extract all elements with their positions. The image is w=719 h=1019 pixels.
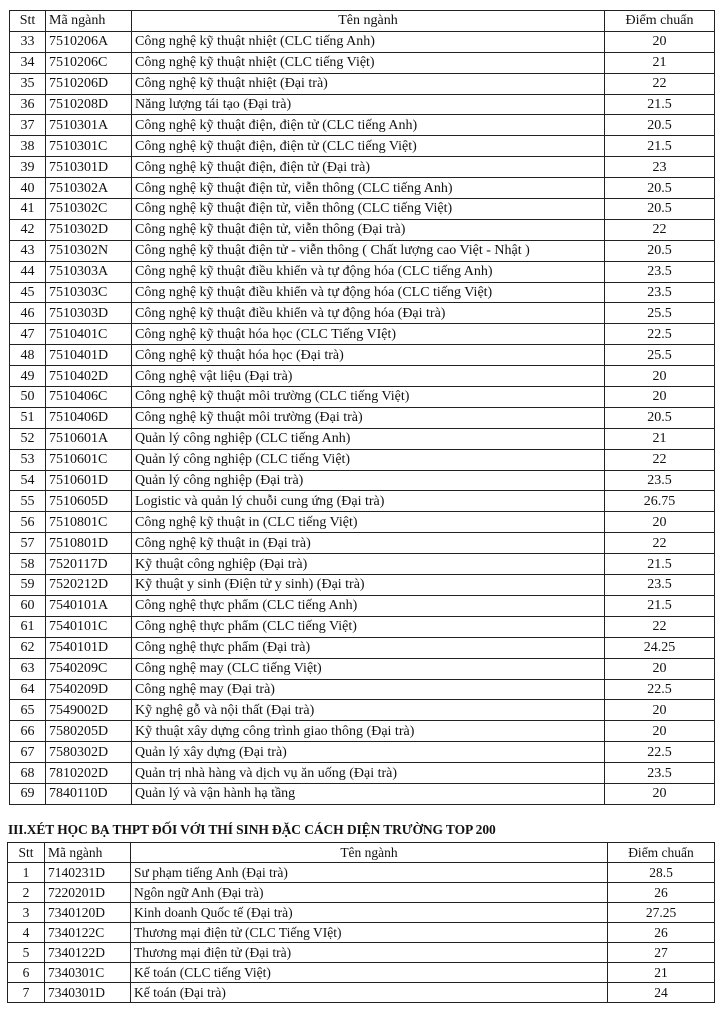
row-stt: 47: [10, 324, 46, 345]
row-stt: 51: [10, 407, 46, 428]
table-row: [10, 73, 715, 94]
row-name: Kỹ thuật xây dựng công trình giao thông (Đại trà): [132, 721, 605, 742]
row-score: 21: [608, 963, 715, 983]
row-stt: 7: [8, 983, 45, 1003]
table-row: [10, 345, 715, 366]
table-row: [10, 366, 715, 387]
row-score: 21.5: [605, 554, 715, 575]
row-name: Công nghệ kỹ thuật nhiệt (Đại trà): [132, 73, 605, 94]
row-code: 7520117D: [46, 554, 132, 575]
row-stt: 55: [10, 491, 46, 512]
row-stt: 41: [10, 199, 46, 220]
row-stt: 2: [8, 883, 45, 903]
row-stt: 69: [10, 783, 46, 804]
header-code: Mã ngành: [46, 11, 132, 32]
row-code: 7510301D: [46, 157, 132, 178]
row-stt: 66: [10, 721, 46, 742]
row-code: 7580205D: [46, 721, 132, 742]
row-code: 7520212D: [46, 575, 132, 596]
table-row: [10, 52, 715, 73]
row-code: 7510302D: [46, 219, 132, 240]
row-code: 7510401C: [46, 324, 132, 345]
table-row: [10, 282, 715, 303]
row-stt: 34: [10, 52, 46, 73]
row-name: Quản trị nhà hàng và dịch vụ ăn uống (Đại trà): [132, 763, 605, 784]
row-stt: 46: [10, 303, 46, 324]
row-stt: 1: [8, 863, 45, 883]
table-row: [8, 863, 715, 883]
table-row: [8, 943, 715, 963]
table-row: [10, 115, 715, 136]
row-code: 7549002D: [46, 700, 132, 721]
row-score: 22: [605, 73, 715, 94]
row-stt: 65: [10, 700, 46, 721]
row-code: 7510801C: [46, 512, 132, 533]
row-name: Quản lý công nghiệp (CLC tiếng Anh): [132, 428, 605, 449]
table-row: [10, 407, 715, 428]
row-code: 7510605D: [46, 491, 132, 512]
row-code: 7540209C: [46, 658, 132, 679]
row-name: Ngôn ngữ Anh (Đại trà): [131, 883, 608, 903]
row-name: Công nghệ thực phẩm (CLC tiếng Anh): [132, 595, 605, 616]
row-code: 7510302A: [46, 178, 132, 199]
row-name: Công nghệ thực phẩm (CLC tiếng Việt): [132, 616, 605, 637]
row-score: 21.5: [605, 595, 715, 616]
row-stt: 44: [10, 261, 46, 282]
row-name: Công nghệ kỹ thuật môi trường (CLC tiếng Việt): [132, 387, 605, 408]
row-code: 7510206A: [46, 31, 132, 52]
top200-scores-table: [7, 842, 715, 1003]
row-code: 7510401D: [46, 345, 132, 366]
table-row: [10, 554, 715, 575]
row-score: 22: [605, 449, 715, 470]
row-score: 20: [605, 387, 715, 408]
row-score: 20.5: [605, 115, 715, 136]
header-score: Điểm chuẩn: [605, 11, 715, 32]
table-row: [8, 983, 715, 1003]
row-name: Quản lý công nghiệp (Đại trà): [132, 470, 605, 491]
row-code: 7580302D: [46, 742, 132, 763]
row-stt: 59: [10, 575, 46, 596]
row-stt: 3: [8, 903, 45, 923]
row-stt: 54: [10, 470, 46, 491]
row-stt: 49: [10, 366, 46, 387]
row-stt: 52: [10, 428, 46, 449]
row-score: 22: [605, 219, 715, 240]
row-code: 7340301D: [45, 983, 131, 1003]
row-stt: 4: [8, 923, 45, 943]
row-score: 24: [608, 983, 715, 1003]
table-row: [10, 679, 715, 700]
table-row: [10, 449, 715, 470]
row-name: Kỹ thuật công nghiệp (Đại trà): [132, 554, 605, 575]
row-name: Công nghệ kỹ thuật điều khiển và tự động hóa (CLC tiếng Anh): [132, 261, 605, 282]
table-row: [8, 923, 715, 943]
row-stt: 63: [10, 658, 46, 679]
row-score: 22: [605, 533, 715, 554]
row-code: 7510302N: [46, 240, 132, 261]
row-name: Công nghệ kỹ thuật điện, điện tử (CLC tiếng Anh): [132, 115, 605, 136]
row-stt: 68: [10, 763, 46, 784]
row-stt: 45: [10, 282, 46, 303]
row-name: Công nghệ kỹ thuật nhiệt (CLC tiếng Việt): [132, 52, 605, 73]
table-row: [8, 883, 715, 903]
row-score: 27: [608, 943, 715, 963]
header-stt: Stt: [8, 843, 45, 863]
header-name: Tên ngành: [132, 11, 605, 32]
row-code: 7810202D: [46, 763, 132, 784]
row-code: 7510601D: [46, 470, 132, 491]
section-title: III.XÉT HỌC BẠ THPT ĐỐI VỚI THÍ SINH ĐẶC CÁCH DIỆN TRƯỜNG TOP 200: [8, 822, 496, 837]
row-stt: 67: [10, 742, 46, 763]
row-code: 7510303D: [46, 303, 132, 324]
row-name: Thương mại điện tử (Đại trà): [131, 943, 608, 963]
row-name: Kỹ nghệ gỗ và nội thất (Đại trà): [132, 700, 605, 721]
table-row: [10, 136, 715, 157]
row-score: 23.5: [605, 282, 715, 303]
row-score: 27.25: [608, 903, 715, 923]
row-score: 21: [605, 52, 715, 73]
row-score: 23.5: [605, 470, 715, 491]
row-code: 7340122D: [45, 943, 131, 963]
row-name: Thương mại điện tử (CLC Tiếng VIệt): [131, 923, 608, 943]
row-score: 20: [605, 31, 715, 52]
table-row: [10, 658, 715, 679]
row-score: 25.5: [605, 303, 715, 324]
row-score: 20.5: [605, 407, 715, 428]
row-code: 7510406C: [46, 387, 132, 408]
row-stt: 42: [10, 219, 46, 240]
row-score: 20: [605, 700, 715, 721]
row-score: 20.5: [605, 199, 715, 220]
row-stt: 57: [10, 533, 46, 554]
table-row: [10, 721, 715, 742]
row-stt: 60: [10, 595, 46, 616]
table-row: [10, 240, 715, 261]
row-stt: 43: [10, 240, 46, 261]
row-name: Công nghệ kỹ thuật điện tử, viễn thông (Đại trà): [132, 219, 605, 240]
row-code: 7510801D: [46, 533, 132, 554]
row-name: Công nghệ kỹ thuật điện tử, viễn thông (CLC tiếng Việt): [132, 199, 605, 220]
row-name: Công nghệ kỹ thuật hóa học (Đại trà): [132, 345, 605, 366]
row-score: 20: [605, 366, 715, 387]
row-score: 22.5: [605, 742, 715, 763]
row-stt: 62: [10, 637, 46, 658]
table-row: [10, 575, 715, 596]
row-score: 20: [605, 783, 715, 804]
row-code: 7510303A: [46, 261, 132, 282]
row-code: 7510206C: [46, 52, 132, 73]
table-row: [10, 303, 715, 324]
row-name: Công nghệ kỹ thuật điện tử, viễn thông (CLC tiếng Anh): [132, 178, 605, 199]
table-row: [10, 94, 715, 115]
row-name: Kỹ thuật y sinh (Điện tử y sinh) (Đại trà): [132, 575, 605, 596]
row-stt: 36: [10, 94, 46, 115]
row-score: 21.5: [605, 136, 715, 157]
table-row: [10, 491, 715, 512]
table-row: [10, 261, 715, 282]
row-name: Công nghệ kỹ thuật môi trường (Đại trà): [132, 407, 605, 428]
row-name: Quản lý và vận hành hạ tầng: [132, 783, 605, 804]
row-score: 21.5: [605, 94, 715, 115]
table-header-row: [10, 11, 715, 32]
row-name: Kinh doanh Quốc tế (Đại trà): [131, 903, 608, 923]
row-name: Công nghệ thực phẩm (Đại trà): [132, 637, 605, 658]
row-name: Công nghệ kỹ thuật in (Đại trà): [132, 533, 605, 554]
row-name: Công nghệ kỹ thuật điện, điện tử (Đại trà): [132, 157, 605, 178]
row-stt: 48: [10, 345, 46, 366]
row-stt: 61: [10, 616, 46, 637]
table-row: [10, 742, 715, 763]
row-stt: 40: [10, 178, 46, 199]
row-stt: 35: [10, 73, 46, 94]
row-name: Kế toán (CLC tiếng Việt): [131, 963, 608, 983]
table-row: [10, 783, 715, 804]
row-score: 26: [608, 883, 715, 903]
row-score: 23.5: [605, 261, 715, 282]
row-stt: 38: [10, 136, 46, 157]
row-name: Công nghệ may (CLC tiếng Việt): [132, 658, 605, 679]
row-stt: 39: [10, 157, 46, 178]
admission-scores-table: [9, 10, 715, 805]
row-stt: 56: [10, 512, 46, 533]
table-row: [8, 903, 715, 923]
row-code: 7510302C: [46, 199, 132, 220]
row-score: 23: [605, 157, 715, 178]
row-name: Công nghệ kỹ thuật điều khiển và tự động hóa (CLC tiếng Việt): [132, 282, 605, 303]
row-code: 7540101D: [46, 637, 132, 658]
row-score: 23.5: [605, 575, 715, 596]
table-row: [10, 533, 715, 554]
row-score: 20.5: [605, 240, 715, 261]
row-score: 20.5: [605, 178, 715, 199]
row-code: 7510301A: [46, 115, 132, 136]
table-row: [8, 963, 715, 983]
header-stt: Stt: [10, 11, 46, 32]
row-code: 7340120D: [45, 903, 131, 923]
row-score: 23.5: [605, 763, 715, 784]
row-code: 7510406D: [46, 407, 132, 428]
row-stt: 33: [10, 31, 46, 52]
table-body: [8, 863, 715, 1003]
row-score: 28.5: [608, 863, 715, 883]
row-name: Năng lượng tái tạo (Đại trà): [132, 94, 605, 115]
row-stt: 5: [8, 943, 45, 963]
table-row: [10, 387, 715, 408]
table-row: [10, 219, 715, 240]
row-name: Công nghệ may (Đại trà): [132, 679, 605, 700]
row-stt: 50: [10, 387, 46, 408]
row-score: 22.5: [605, 679, 715, 700]
row-name: Công nghệ kỹ thuật điều khiển và tự động hóa (Đại trà): [132, 303, 605, 324]
table-row: [10, 700, 715, 721]
row-code: 7340301C: [45, 963, 131, 983]
table-row: [10, 324, 715, 345]
row-name: Công nghệ kỹ thuật in (CLC tiếng Việt): [132, 512, 605, 533]
table-row: [10, 595, 715, 616]
table-header-row: [8, 843, 715, 863]
row-name: Logistic và quản lý chuỗi cung ứng (Đại trà): [132, 491, 605, 512]
row-code: 7510206D: [46, 73, 132, 94]
table-row: [10, 178, 715, 199]
row-score: 22: [605, 616, 715, 637]
table-row: [10, 157, 715, 178]
row-name: Công nghệ vật liệu (Đại trà): [132, 366, 605, 387]
row-name: Công nghệ kỹ thuật hóa học (CLC Tiếng VIệt): [132, 324, 605, 345]
row-score: 20: [605, 721, 715, 742]
table-row: [10, 199, 715, 220]
row-name: Kế toán (Đại trà): [131, 983, 608, 1003]
row-name: Công nghệ kỹ thuật điện tử - viễn thông ( Chất lượng cao Việt - Nhật ): [132, 240, 605, 261]
row-score: 25.5: [605, 345, 715, 366]
table-row: [10, 512, 715, 533]
row-code: 7510208D: [46, 94, 132, 115]
table-row: [10, 470, 715, 491]
row-name: Công nghệ kỹ thuật nhiệt (CLC tiếng Anh): [132, 31, 605, 52]
row-name: Sư phạm tiếng Anh (Đại trà): [131, 863, 608, 883]
row-code: 7140231D: [45, 863, 131, 883]
row-score: 20: [605, 512, 715, 533]
row-score: 21: [605, 428, 715, 449]
row-stt: 37: [10, 115, 46, 136]
row-stt: 53: [10, 449, 46, 470]
row-code: 7510402D: [46, 366, 132, 387]
row-code: 7540101C: [46, 616, 132, 637]
table-row: [10, 428, 715, 449]
row-score: 22.5: [605, 324, 715, 345]
row-code: 7220201D: [45, 883, 131, 903]
table-row: [10, 637, 715, 658]
row-score: 26.75: [605, 491, 715, 512]
table-body: [10, 31, 715, 804]
row-score: 20: [605, 658, 715, 679]
row-stt: 58: [10, 554, 46, 575]
row-name: Quản lý công nghiệp (CLC tiếng Việt): [132, 449, 605, 470]
row-name: Công nghệ kỹ thuật điện, điện tử (CLC tiếng Việt): [132, 136, 605, 157]
row-stt: 6: [8, 963, 45, 983]
row-code: 7510601C: [46, 449, 132, 470]
row-code: 7540101A: [46, 595, 132, 616]
row-code: 7510601A: [46, 428, 132, 449]
row-code: 7540209D: [46, 679, 132, 700]
row-code: 7840110D: [46, 783, 132, 804]
header-code: Mã ngành: [45, 843, 131, 863]
row-score: 24.25: [605, 637, 715, 658]
table-row: [10, 616, 715, 637]
row-score: 26: [608, 923, 715, 943]
header-name: Tên ngành: [131, 843, 608, 863]
row-code: 7510303C: [46, 282, 132, 303]
row-stt: 64: [10, 679, 46, 700]
table-row: [10, 763, 715, 784]
table-row: [10, 31, 715, 52]
row-code: 7340122C: [45, 923, 131, 943]
row-name: Quản lý xây dựng (Đại trà): [132, 742, 605, 763]
header-score: Điểm chuẩn: [608, 843, 715, 863]
row-code: 7510301C: [46, 136, 132, 157]
